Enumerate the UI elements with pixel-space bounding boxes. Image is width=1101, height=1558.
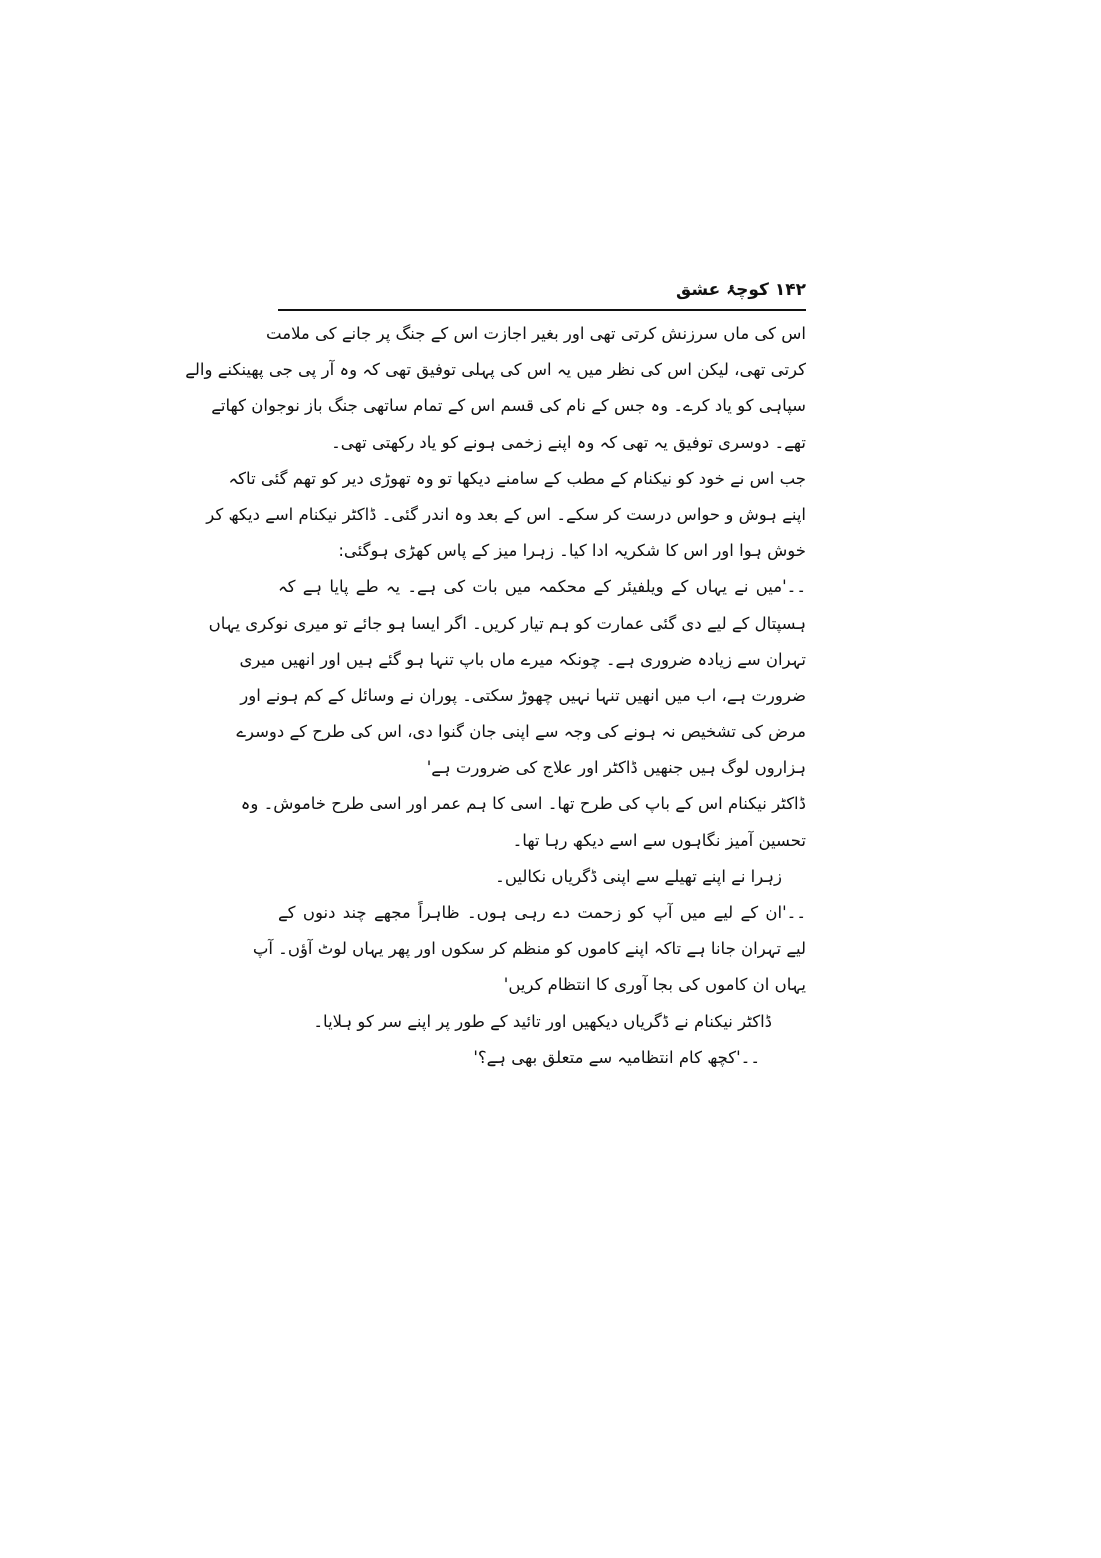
page-header bbox=[278, 279, 806, 307]
text-line: جب اس نے خود کو نیکنام کے مطب کے سامنے دیکھا تو وہ تھوڑی دیر کو تھم گئی تاکہ bbox=[228, 468, 806, 488]
text-line: تحسین آمیز نگاہوں سے اسے دیکھ رہا تھا۔ bbox=[512, 830, 806, 850]
text-line: ڈاکٹر نیکنام نے ڈگریاں دیکھیں اور تائید کے طور پر اپنے سر کو ہلایا۔ bbox=[313, 1011, 772, 1031]
text-line: زہرا نے اپنے تھیلے سے اپنی ڈگریاں نکالیں۔ bbox=[495, 866, 782, 886]
text-line: ۔۔'کچھ کام انتظامیہ سے متعلق بھی ہے؟' bbox=[473, 1047, 760, 1067]
text-line: ۔۔'میں نے یہاں کے ویلفیئر کے محکمہ میں بات کی ہے۔ یہ طے پایا ہے کہ bbox=[278, 577, 806, 597]
text-line: اپنے ہوش و حواس درست کر سکے۔ اس کے بعد وہ اندر گئی۔ ڈاکٹر نیکنام اسے دیکھ کر bbox=[206, 504, 806, 524]
header-rule bbox=[278, 309, 806, 311]
text-line: اس کی ماں سرزنش کرتی تھی اور بغیر اجازت اس کے جنگ پر جانے کی ملامت bbox=[266, 324, 806, 343]
text-line: تھے۔ دوسری توفیق یہ تھی کہ وہ اپنے زخمی ہونے کو یاد رکھتی تھی۔ bbox=[331, 432, 806, 452]
running-head: ۱۴۲ کوچۂ عشق bbox=[676, 280, 806, 300]
text-line: ضرورت ہے، اب میں انھیں تنہا نہیں چھوڑ سکتی۔ پوران نے وسائل کے کم ہونے اور bbox=[240, 685, 806, 705]
page-body bbox=[185, 316, 806, 1076]
text-line: کرتی تھی، لیکن اس کی نظر میں یہ اس کی پہلی توفیق تھی کہ وہ آر پی جی پھینکنے والے bbox=[185, 360, 806, 380]
text-line: یہاں ان کاموں کی بجا آوری کا انتظام کریں' bbox=[503, 975, 806, 995]
text-line: ہزاروں لوگ ہیں جنھیں ڈاکٹر اور علاج کی ضرورت ہے' bbox=[426, 758, 806, 778]
text-line: خوش ہوا اور اس کا شکریہ ادا کیا۔ زہرا میز کے پاس کھڑی ہوگئی: bbox=[338, 541, 806, 561]
text-line: ہسپتال کے لیے دی گئی عمارت کو ہم تیار کریں۔ اگر ایسا ہو جائے تو میری نوکری یہاں bbox=[208, 613, 806, 633]
text-line: ۔۔'ان کے لیے میں آپ کو زحمت دے رہی ہوں۔ ظاہراً مجھے چند دنوں کے bbox=[278, 903, 806, 922]
text-line: لیے تہران جانا ہے تاکہ اپنے کاموں کو منظم کر سکوں اور پھر یہاں لوٹ آؤں۔ آپ bbox=[252, 939, 806, 959]
text-line: مرض کی تشخیص نہ ہونے کی وجہ سے اپنی جان گنوا دی، اس کی طرح کے دوسرے bbox=[236, 722, 806, 742]
text-line: تہران سے زیادہ ضروری ہے۔ چونکہ میرے ماں باپ تنہا ہو گئے ہیں اور انھیں میری bbox=[239, 649, 806, 669]
text-line: ڈاکٹر نیکنام اس کے باپ کی طرح تھا۔ اسی کا ہم عمر اور اسی طرح خاموش۔ وہ bbox=[240, 794, 806, 814]
text-line: سپاہی کو یاد کرے۔ وہ جس کے نام کی قسم اس کے تمام ساتھی جنگ باز نوجوان کھاتے bbox=[211, 396, 806, 416]
